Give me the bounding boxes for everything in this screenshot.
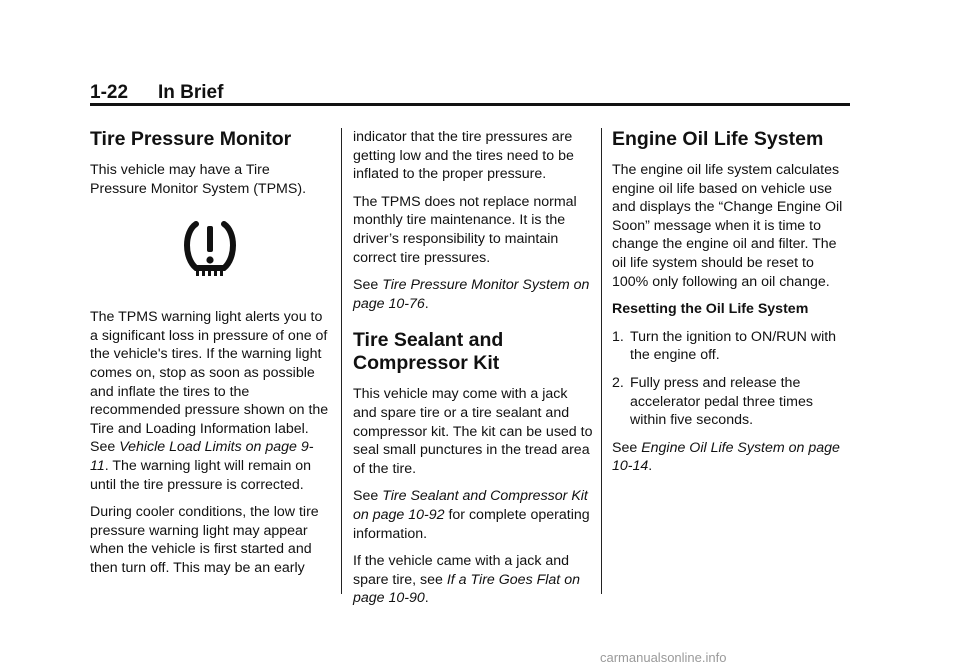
ref-tire-flat[interactable]: If a Tire Goes Flat on page 10-90 <box>353 571 580 607</box>
tpms-warning-icon <box>178 218 242 278</box>
tpms-maintenance: The TPMS does not replace normal monthly tire maintenance. It is the driver’s responsibility to maintain correct tire pressures. <box>353 193 577 266</box>
tpms-heading: Tire Pressure Monitor <box>90 128 292 150</box>
ref-vehicle-load-limits[interactable]: Vehicle Load Limits on page 9-11 <box>90 439 314 474</box>
ref-oil-life-system[interactable]: Engine Oil Life System on page 10-14 <box>612 439 840 475</box>
tpms-continued: indicator that the tire pressures are getting low and the tires need to be inflated to the proper pressure. <box>353 129 574 183</box>
column-3 <box>612 128 852 485</box>
ref-tpms-system[interactable]: Tire Pressure Monitor System on page 10-76 <box>353 277 590 312</box>
oil-life-intro: The engine oil life system calculates engine oil life based on vehicle use and displays the “Change Engine Oil Soon” message when it is time to change the engine oil and filter. The oil life system should be reset to 100% only following an oil change. <box>612 162 843 290</box>
ref-sealant-kit[interactable]: Tire Sealant and Compressor Kit on page 10-92 <box>353 488 588 523</box>
tpms-icon-wrap <box>90 218 330 278</box>
oil-see-ref: See Engine Oil Life System on page 10-14. <box>612 439 840 475</box>
watermark: carmanualsonline.info <box>600 650 727 665</box>
tpms-intro: This vehicle may have a Tire Pressure Monitor System (TPMS). <box>90 162 307 197</box>
section-title: In Brief <box>158 82 224 103</box>
step-item: 2. Fully press and release the accelerator pedal three times within five seconds. <box>612 374 813 429</box>
step-item: 1. Turn the ignition to ON/RUN with the engine off. <box>612 328 837 364</box>
flat-tire-paragraph: If the vehicle came with a jack and spare tire, see If a Tire Goes Flat on page 10-90. <box>353 553 580 607</box>
header-rule <box>90 103 850 106</box>
oil-life-heading: Engine Oil Life System <box>612 128 824 150</box>
column-divider-2 <box>601 128 602 594</box>
column-1 <box>90 128 330 587</box>
reset-subheading: Resetting the Oil Life System <box>612 301 809 318</box>
column-2 <box>353 128 593 617</box>
page-number: 1-22 <box>90 82 129 103</box>
tpms-paragraph: The TPMS warning light alerts you to a significant loss in pressure of one of the vehicle's tires. If the warning light comes on, stop as soon as possible and inflate the tires to the recommended pressure shown on the Tire and Loading Information label. See Vehicle Load Limits on page 9-11. The warning light will remain on until the tire pressure is corrected. <box>90 309 329 493</box>
sealant-intro: This vehicle may come with a jack and spare tire or a tire sealant and compressor kit. The kit can be used to seal small punctures in the tread area of the tire. <box>353 386 593 477</box>
column-divider-1 <box>341 128 342 594</box>
sealant-heading: Tire Sealant and Compressor Kit <box>353 329 504 375</box>
reset-steps <box>612 328 852 430</box>
tpms-see-ref: See Tire Pressure Monitor System on page 10-76. <box>353 277 590 312</box>
sealant-see-ref: See Tire Sealant and Compressor Kit on page 10-92 for complete operating information. <box>353 488 590 542</box>
tpms-cooler-paragraph: During cooler conditions, the low tire pressure warning light may appear when the vehicle is first started and then turn off. This may be an early <box>90 504 319 576</box>
